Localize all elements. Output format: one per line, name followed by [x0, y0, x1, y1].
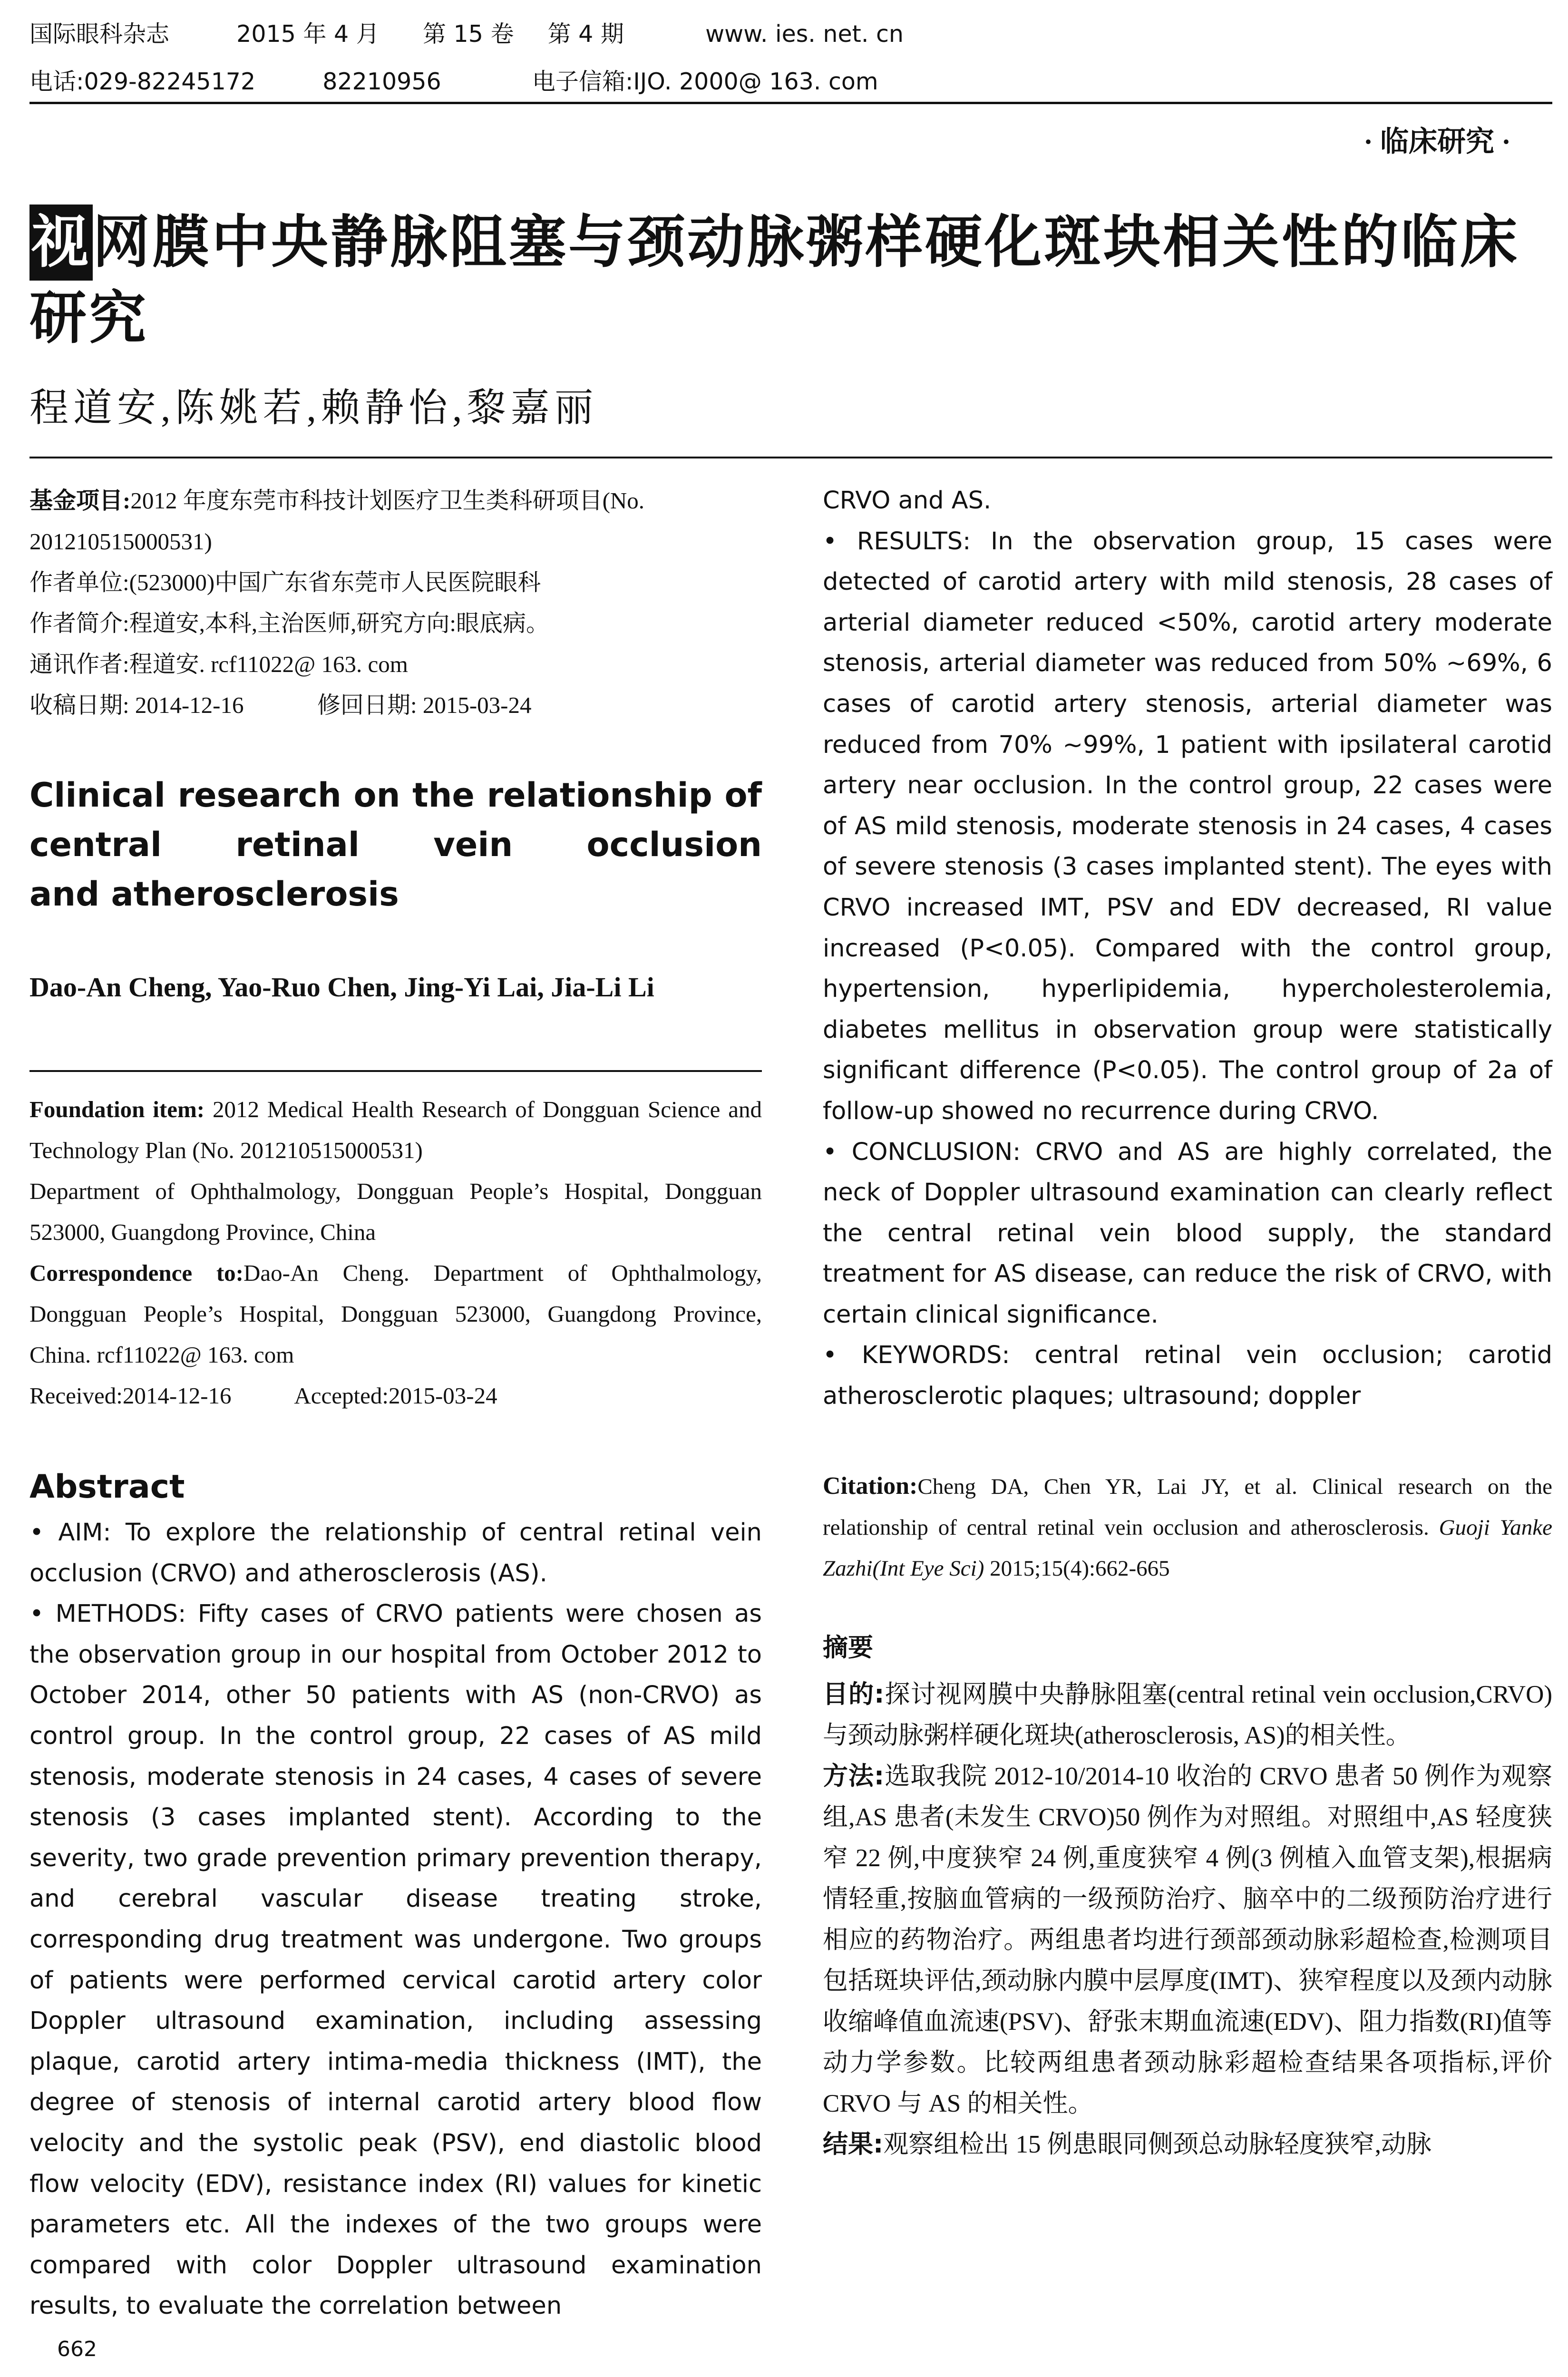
abstract-cn-aim-text: 探讨视网膜中央静脉阻塞(central retinal vein occlusion,CRVO)与颈动脉粥样硬化斑块(atherosclerosis, AS)的相关性。	[823, 1681, 1552, 1749]
journal-website-link[interactable]: www. ies. net. cn	[705, 20, 904, 48]
section-tag: · 临床研究 ·	[1363, 126, 1511, 157]
corresponding-author: 通讯作者:程道安. rcf11022@ 163. com	[29, 651, 408, 677]
foundation-text: 2012 Medical Health Research of Dongguan Science and Technology Plan (No. 201210515000531)	[29, 1096, 762, 1163]
dates-en	[29, 1375, 762, 1416]
journal-name: 国际眼科杂志	[29, 20, 170, 48]
english-title-line-2: central retinal vein occlusion	[29, 825, 762, 864]
correspondence-text: Dao-An Cheng. Department of Ophthalmology, Dongguan People’s Hospital, Dongguan 523000, Guangdong Province, China. rcf11022@ 163. com	[29, 1260, 762, 1368]
page-number: 662	[57, 2337, 97, 2361]
abstract-cn-methods-text: 选取我院 2012-10/2014-10 收治的 CRVO 患者 50 例作为观察组,AS 患者(未发生 CRVO)50 例作为对照组。对照组中,AS 轻度狭窄 22 例,中度狭窄 24 例,重度狭窄 4 例(3 例植入血管支架),根据病情轻重,按脑血管病的一级预防治疗、脑卒中的二级预防治疗进行相应的药物治疗。两组患者均进行颈部颈动脉彩超检查,检测项目包括斑块评估,颈动脉内膜中层厚度(IMT)、狭窄程度以及颈内动脉收缩峰值血流速(PSV)、舒张末期血流速(EDV)、阻力指数(RI)值等动力学参数。比较两组患者颈动脉彩超检查结果各项指标,评价 CRVO 与 AS 的相关性。	[823, 1763, 1553, 2117]
header-rule	[29, 102, 1552, 104]
abstract-left-column	[29, 1512, 762, 2327]
authors-cn: 程道安,陈姚若,赖静怡,黎嘉丽	[29, 386, 598, 429]
accepted-date-en: Accepted:2015-03-24	[294, 1383, 497, 1409]
correspondence	[29, 1253, 762, 1375]
abstract-conclusion: • CONCLUSION: CRVO and AS are highly correlated, the neck of Doppler ultrasound examination can clearly reflect the central retinal vein blood supply, the standard treatment for AS disease, can reduce the risk of CRVO, with certain clinical significance.	[823, 1138, 1552, 1329]
english-title-line-1: Clinical research on the relationship of	[29, 776, 762, 815]
citation-label: Citation:	[823, 1472, 918, 1500]
correspondence-label: Correspondence to:	[29, 1260, 244, 1286]
phone-number: 电话:029-82245172	[29, 68, 256, 95]
running-header-line-1	[29, 20, 904, 49]
article-info-cn	[29, 480, 762, 726]
journal-email-link[interactable]: 电子信箱:IJO. 2000@ 163. com	[532, 68, 878, 95]
author-bio: 作者简介:程道安,本科,主治医师,研究方向:眼底病。	[29, 610, 549, 636]
fund-text: 2012 年度东莞市科技计划医疗卫生类科研项目(No. 201210515000531)	[29, 487, 645, 555]
received-date-cn: 收稿日期: 2014-12-16	[29, 692, 244, 718]
abstract-cn-results	[823, 2124, 1552, 2165]
fund-info	[29, 480, 762, 562]
abstract-results: • RESULTS: In the observation group, 15 cases were detected of carotid artery with mild stenosis, 28 cases of arterial diameter reduced <50%, carotid artery moderate stenosis, arterial diameter was reduced from 50% ~69%, 6 cases of carotid artery stenosis, arterial diameter was reduced from 70% ~99%, 1 patient with ipsilateral carotid artery near occlusion. In the control group, 22 cases were of AS mild stenosis, moderate stenosis in 24 cases, 4 cases of severe stenosis (3 cases implanted stent). The eyes with CRVO increased IMT, PSV and EDV decreased, RI value increased (P<0.05). Compared with the control group, hypertension, hyperlipidemia, hypercholesterolemia, diabetes mellitus in observation group were statistically significant difference (P<0.05). The control group of 2a of follow-up showed no recurrence during CRVO.	[823, 527, 1552, 1125]
abstract-cn-aim-label: 目的:	[823, 1680, 885, 1709]
abstract-cn-methods	[823, 1756, 1552, 2124]
abstract-heading: Abstract	[29, 1468, 185, 1506]
title-first-char-mark: 视	[29, 205, 93, 281]
article-title	[29, 205, 1552, 357]
dates-cn	[29, 685, 762, 726]
phone-number-2: 82210956	[322, 68, 441, 95]
english-authors-rule	[29, 1070, 762, 1072]
issue-volume: 第 15 卷	[422, 20, 514, 48]
revised-date-cn: 修回日期: 2015-03-24	[317, 692, 532, 718]
issue-date: 2015 年 4 月	[236, 20, 380, 48]
abstract-right-column	[823, 480, 1552, 1417]
abstract-cn-results-text: 观察组检出 15 例患眼同侧颈总动脉轻度狭窄,动脉	[883, 2131, 1432, 2158]
abstract-methods: • METHODS: Fifty cases of CRVO patients were chosen as the observation group in our hospital from October 2012 to October 2014, other 50 patients with AS (non-CRVO) as control group. In the control group, 22 cases of AS mild stenosis, moderate stenosis in 24 cases, 4 cases of severe stenosis (3 cases implanted stent). According to the severity, two grade prevention primary prevention therapy, and cerebral vascular disease treating stroke, corresponding drug treatment was undergone. Two groups of patients were performed cervical carotid artery color Doppler ultrasound examination, including assessing plaque, carotid artery intima-media thickness (IMT), the degree of stenosis of internal carotid artery blood flow velocity and the systolic peak (PSV), end diastolic blood flow velocity (EDV), resistance index (RI) values for kinetic parameters etc. All the indexes of the two groups were compared with color Doppler ultrasound examination results, to evaluate the correlation between	[29, 1600, 762, 2320]
fund-label: 基金项目:	[29, 487, 131, 514]
abstract-cn-results-label: 结果:	[823, 2130, 884, 2159]
title-rule	[29, 457, 1552, 458]
abstract-aim: • AIM: To explore the relationship of central retinal vein occlusion (CRVO) and atherosclerosis (AS).	[29, 1519, 762, 1588]
foundation-item	[29, 1089, 762, 1171]
issue-number: 第 4 期	[547, 20, 624, 48]
abstract-cn-body	[823, 1674, 1552, 2165]
abstract-cn-methods-label: 方法:	[823, 1762, 885, 1791]
citation-journal: Guoji Yanke Zazhi(Int Eye Sci)	[823, 1515, 1552, 1581]
abstract-methods-continued: CRVO and AS.	[823, 487, 992, 515]
english-title-line-3: and atherosclerosis	[29, 875, 399, 914]
abstract-cn-heading: 摘要	[823, 1633, 873, 1662]
foundation-label: Foundation item:	[29, 1096, 205, 1122]
english-title	[29, 770, 762, 919]
english-meta	[29, 1089, 762, 1416]
abstract-cn-aim	[823, 1674, 1552, 1756]
abstract-keywords: • KEYWORDS: central retinal vein occlusion; carotid atherosclerotic plaques; ultrasound; doppler	[823, 1341, 1552, 1411]
citation	[823, 1466, 1552, 1589]
english-authors: Dao-An Cheng, Yao-Ruo Chen, Jing-Yi Lai, Jia-Li Li	[29, 972, 654, 1003]
received-date-en: Received:2014-12-16	[29, 1383, 232, 1409]
running-header-line-2	[29, 68, 878, 96]
author-unit: 作者单位:(523000)中国广东省东莞市人民医院眼科	[29, 569, 541, 595]
department: Department of Ophthalmology, Dongguan People’s Hospital, Dongguan 523000, Guangdong Province, China	[29, 1178, 762, 1245]
citation-tail: 2015;15(4):662-665	[984, 1556, 1170, 1581]
title-text: 网膜中央静脉阻塞与颈动脉粥样硬化斑块相关性的临床研究	[29, 209, 1519, 351]
citation-text: Cheng DA, Chen YR, Lai JY, et al. Clinical research on the relationship of central retinal vein occlusion and atherosclerosis.	[823, 1474, 1552, 1540]
